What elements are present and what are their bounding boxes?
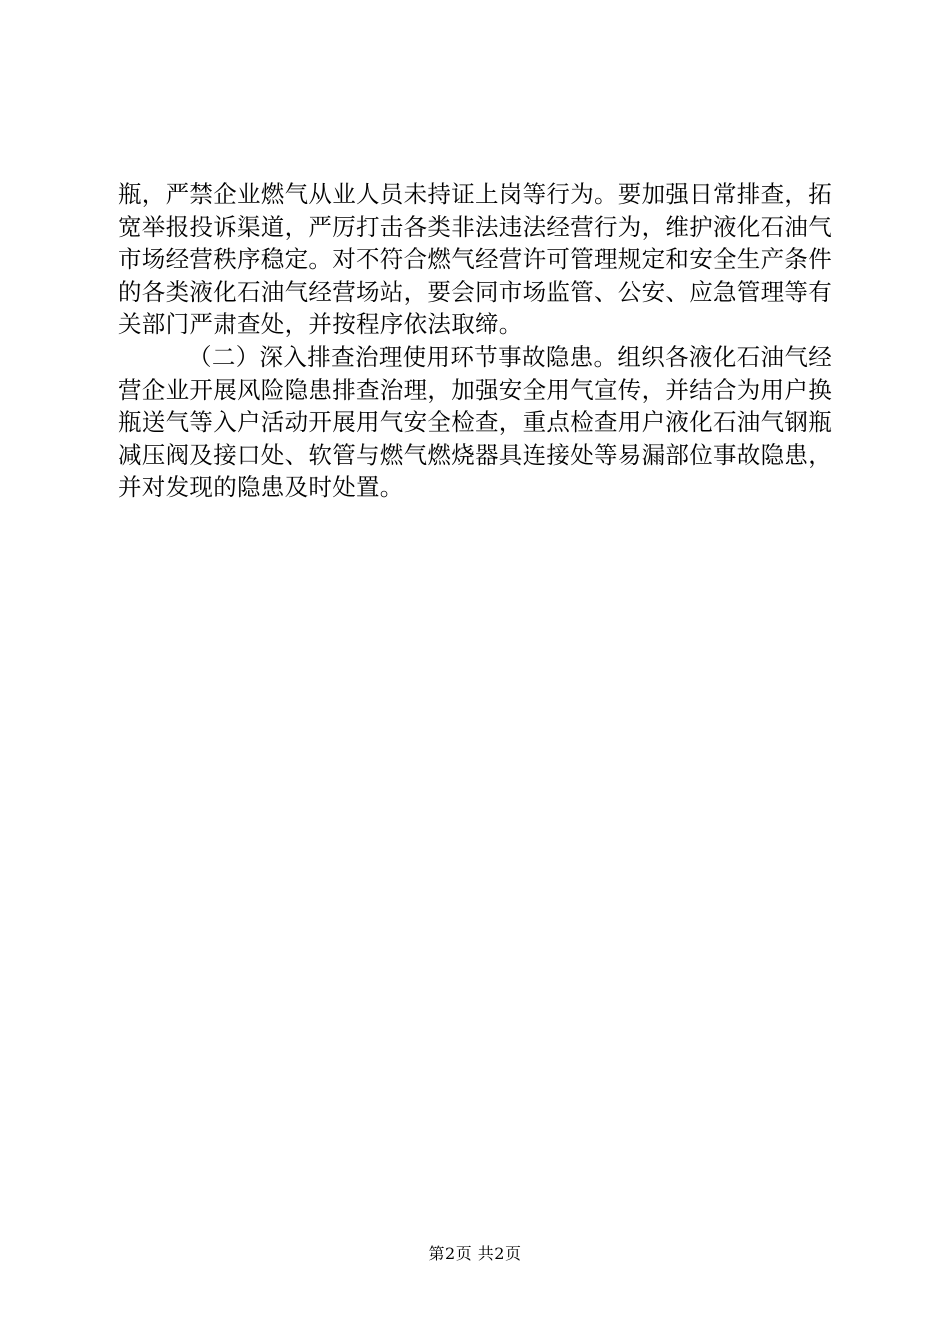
document-body [118,178,832,504]
paragraph-section-two: （二）深入排查治理使用环节事故隐患。组织各液化石油气经营企业开展风险隐患排查治理，加强安全用气宣传，并结合为用户换瓶送气等入户活动开展用气安全检查，重点检查用户液化石油气钢瓶减压阀及接口处、软管与燃气燃烧器具连接处等易漏部位事故隐患，并对发现的隐患及时处置。 [118,342,832,502]
paragraph-continuation: 瓶，严禁企业燃气从业人员未持证上岗等行为。要加强日常排查，拓宽举报投诉渠道，严厉打击各类非法违法经营行为，维护液化石油气市场经营秩序稳定。对不符合燃气经营许可管理规定和安全生产条件的各类液化石油气经营场站，要会同市场监管、公安、应急管理等有关部门严肃查处，并按程序依法取缔。 [118,180,832,339]
page-number-footer: 第2页 共2页 [428,1244,522,1263]
